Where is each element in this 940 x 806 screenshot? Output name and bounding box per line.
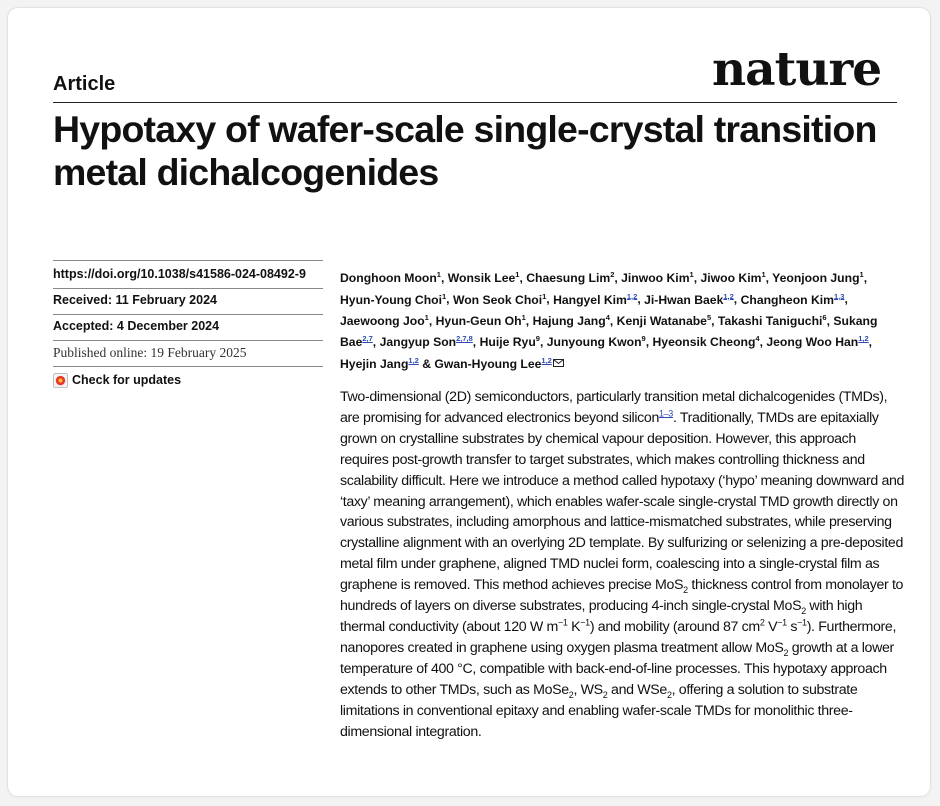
author-entry <box>621 271 694 285</box>
abstract-text <box>340 387 905 742</box>
author-affiliation: 9 <box>535 334 540 344</box>
author-entry <box>553 293 637 307</box>
superscript: −1 <box>558 617 568 628</box>
author-entry <box>533 314 610 328</box>
author-affiliation[interactable]: 1,2 <box>541 355 552 365</box>
author-name[interactable]: Huije Ryu <box>479 335 536 350</box>
author-name[interactable]: Hajung Jang <box>532 314 606 328</box>
author-affiliation: 4 <box>605 312 610 322</box>
author-affiliation: 4 <box>755 334 760 344</box>
author-affiliation: 1 <box>424 312 429 322</box>
author-entry <box>340 293 446 307</box>
author-affiliation: 6 <box>822 312 827 322</box>
author-name[interactable]: Hyun-Geun Oh <box>435 314 522 328</box>
article-card <box>8 8 930 796</box>
email-icon[interactable] <box>552 357 564 371</box>
check-for-updates-button[interactable] <box>53 371 181 389</box>
superscript: −1 <box>797 617 807 628</box>
author-entry <box>340 271 441 285</box>
meta-divider <box>53 366 323 367</box>
accepted-date: Accepted: 4 December 2024 <box>53 319 220 333</box>
author-entry <box>617 314 711 328</box>
author-entry <box>480 335 540 349</box>
abstract-segment: s <box>786 618 798 635</box>
author-list: Donghoon Moon$^1$, Wonsik Lee$^1$, Chaesung Lim$^2$, Jinwoo Kim$^1$, Jiwoo Kim$^1$, Yeonjoon Jung$^1$, Hyun-Young Choi$^1$, Won Seok Choi$^1$, Hangyel Kim$^{1,2}$, Ji-Hwan Baek$^{1,2}$, Changheon Kim$^{1,3}$, Jaewoong Joo$^1$, Hyun-Geun Oh$^1$, Hajung Jang$^4$, Kenji Watanabe$^5$, Takashi Taniguchi$^6$, Sukang Bae$^{2,7}$, Jangyup Son$^{2,7,8}$, Huije Ryu$^9$, Junyoung Kwon$^9$, Hyeonsik Cheong$^4$, Jeong Woo Han$^{1,2}$, Hyejin Jang$^{1,2}$ & Gwan-Hyoung Lee$^{1,2}$ <box>340 270 878 371</box>
author-name[interactable]: Jaewoong Joo <box>340 314 425 328</box>
doi-link[interactable]: https://doi.org/10.1038/s41586-024-08492-9 <box>53 267 306 281</box>
author-entry <box>526 271 614 285</box>
author-entry <box>766 335 868 349</box>
abstract-segment: with high thermal conductivity (about 120 W m <box>340 598 863 635</box>
subscript: 2 <box>602 689 608 700</box>
abstract-segment: V <box>764 618 778 635</box>
subscript: 2 <box>568 689 574 700</box>
author-affiliation[interactable]: 1,2 <box>626 291 638 301</box>
abstract-segment: , WS <box>573 681 603 698</box>
author-affiliation: 9 <box>641 334 646 344</box>
check-updates-label: Check for updates <box>72 373 182 387</box>
subscript: 2 <box>666 689 672 700</box>
superscript: −1 <box>777 617 787 628</box>
author-name[interactable]: Hyejin Jang <box>340 356 409 371</box>
author-entry <box>380 335 473 349</box>
author-affiliation: 1 <box>436 270 441 279</box>
author-name[interactable]: Takashi Taniguchi <box>717 314 823 328</box>
author-name[interactable]: Junyoung Kwon <box>546 335 642 350</box>
author-name[interactable]: Won Seok Choi <box>452 292 543 307</box>
article-title: Hypotaxy of wafer-scale single-crystal transition metal dichalcogenides <box>53 108 877 193</box>
author-affiliation: 2 <box>610 270 615 279</box>
author-affiliation: 5 <box>706 312 712 322</box>
abstract-segment: . Traditionally, TMDs are epitaxially grown on crystalline substrates by chemical vapour deposition. However, this approach requires post-growth transfer to target substrates, which makes controlling thickness and scalability difficult. Here we introduce a method called hypotaxy (‘hypo’ meaning downward and ‘taxy’ meaning arrangement), which enables wafer-scale single-crystal TMD growth directly on various substrates, including amorphous and lattice-mismatched substrates, while preserving crystalline alignment with an overlying 2D template. By sulfurizing or selenizing a pre-deposited metal film under graphene, aligned TMD nuclei form, coalescing into a single-crystal film as graphene is removed. This method achieves precise MoS <box>340 409 905 594</box>
author-affiliation[interactable]: 2,7,8 <box>456 334 473 344</box>
author-name[interactable]: Wonsik Lee <box>447 271 516 286</box>
subscript: 2 <box>683 584 688 595</box>
author-name[interactable]: Donghoon Moon <box>340 271 437 286</box>
author-affiliation: 1 <box>859 270 864 279</box>
abstract-segment: Two-dimensional (2D) semiconductors, particularly transition metal dichalcogenides (TMDs), are promising for advanced electronics beyond silicon <box>340 389 888 426</box>
author-name[interactable]: Gwan-Hyoung Lee <box>434 356 542 371</box>
author-affiliation: 1 <box>761 270 766 279</box>
abstract-segment: , offering a solution to substrate limitations in conventional epitaxy and enabling wafer-scale TMDs for monolithic three-dimensional integration. <box>340 681 858 740</box>
author-name[interactable]: Ji-Hwan Baek <box>644 292 724 307</box>
author-affiliation: 1 <box>689 270 694 279</box>
author-affiliation: 1 <box>521 312 526 322</box>
meta-divider <box>53 340 323 341</box>
abstract-segment: K <box>567 618 581 635</box>
author-affiliation[interactable]: 1,2 <box>408 355 419 365</box>
author-affiliation: 1 <box>442 291 447 301</box>
subscript: 2 <box>801 605 806 616</box>
superscript: −1 <box>580 617 590 628</box>
published-date: Published online: 19 February 2025 <box>53 345 247 360</box>
abstract-segment: ) and mobility (around 87 cm <box>589 618 760 635</box>
author-entry <box>718 314 827 328</box>
subscript: 2 <box>783 647 789 658</box>
author-entry <box>448 271 520 285</box>
author-affiliation[interactable]: 1,2 <box>723 291 734 301</box>
author-name[interactable]: Jinwoo Kim <box>621 271 690 286</box>
author-affiliation[interactable]: 1,2 <box>858 334 869 344</box>
author-affiliation[interactable]: 1,3 <box>834 291 845 301</box>
header-divider <box>53 102 897 103</box>
superscript: 2 <box>759 617 765 628</box>
author-entry <box>340 357 419 371</box>
reference-link[interactable]: 1–3 <box>658 408 673 419</box>
abstract-segment: thickness control from monolayer to hundreds of layers on diverse substrates, producing 4-inch single-crystal MoS <box>340 577 904 615</box>
author-entry <box>434 357 563 371</box>
author-entry <box>453 293 546 307</box>
meta-divider <box>53 288 323 289</box>
meta-divider <box>53 314 323 315</box>
author-name[interactable]: Hyun-Young Choi <box>340 292 442 307</box>
author-entry <box>652 335 759 349</box>
author-name[interactable]: Jangyup Son <box>379 335 457 350</box>
author-name[interactable]: Chaesung Lim <box>526 271 611 286</box>
abstract-segment: ). Furthermore, nanopores created in graphene using oxygen plasma treatment allow MoS <box>340 618 897 656</box>
article-type-label: Article <box>53 73 116 95</box>
author-entry <box>436 314 526 328</box>
author-name[interactable]: Hyeonsik Cheong <box>652 335 756 350</box>
author-affiliation: 1 <box>542 291 547 301</box>
author-name[interactable]: Changheon Kim <box>740 292 835 307</box>
meta-divider <box>53 260 323 261</box>
author-entry <box>644 293 734 307</box>
author-affiliation: 1 <box>515 270 520 279</box>
author-entry <box>547 335 646 349</box>
abstract-segment: and WSe <box>607 681 667 698</box>
author-name[interactable]: Yeonjoon Jung <box>772 271 860 286</box>
author-entry <box>340 314 429 328</box>
abstract-segment: growth at a lower temperature of 400 °C, compatible with back-end-of-line processes. This hypotaxy approach extends to other TMDs, such as MoSe <box>340 639 894 698</box>
journal-logo[interactable]: nature <box>712 42 882 97</box>
author-name[interactable]: Hangyel Kim <box>553 292 627 307</box>
author-name[interactable]: Kenji Watanabe <box>616 314 707 328</box>
received-date: Received: 11 February 2024 <box>53 293 217 307</box>
author-entry <box>700 271 765 285</box>
author-affiliation[interactable]: 2,7 <box>362 334 373 344</box>
author-entry <box>741 293 845 307</box>
author-name[interactable]: Jeong Woo Han <box>766 335 859 350</box>
author-name[interactable]: Sukang Bae <box>340 314 878 350</box>
check-updates-icon <box>53 373 68 388</box>
author-entry <box>772 271 864 285</box>
author-name[interactable]: Jiwoo Kim <box>700 271 762 286</box>
